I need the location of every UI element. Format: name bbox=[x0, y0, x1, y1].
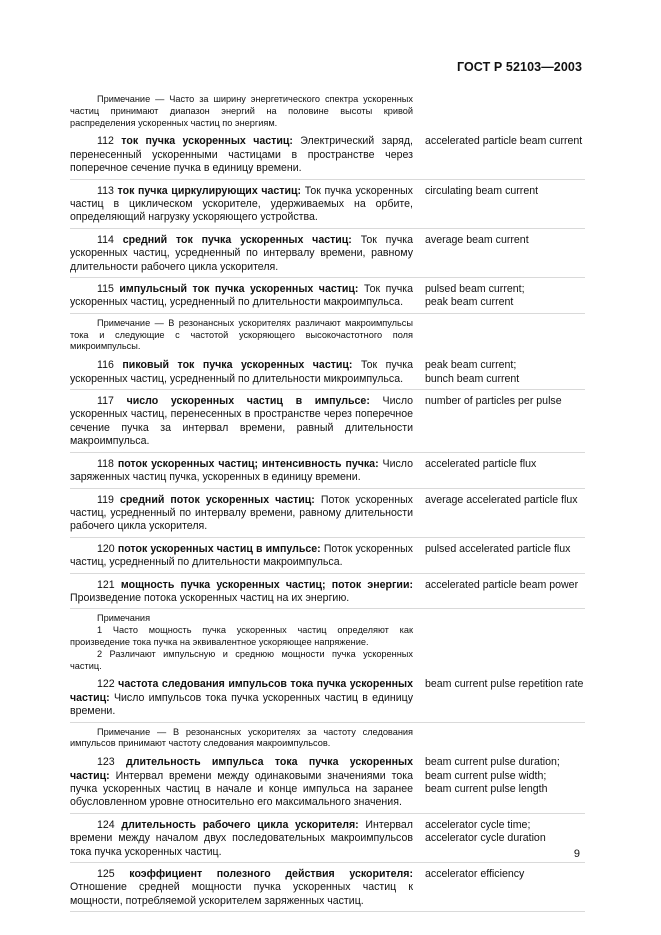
term-number: 117 bbox=[97, 395, 114, 408]
term-english-line: beam current pulse length bbox=[425, 782, 548, 795]
terms-content bbox=[70, 92, 585, 916]
term-english bbox=[425, 756, 585, 796]
term-english bbox=[425, 359, 585, 386]
term-definition: Ток пучка ускоренных частиц, усредненный по длительности микроимпульса. bbox=[70, 359, 413, 385]
terms-group-d bbox=[70, 755, 585, 912]
term-english bbox=[425, 135, 585, 148]
term-english-line: peak beam current; bbox=[425, 359, 517, 372]
terms-group-a bbox=[70, 134, 585, 313]
terms-group-b bbox=[70, 358, 585, 609]
note-text: Часто за ширину энергетического спектра ускоренных частиц принимают диапазон энергий на половине высоты кривой распределения ускоренных частиц по энергиям. bbox=[70, 94, 414, 128]
term-english-line: pulsed accelerated particle flux bbox=[425, 542, 571, 555]
term-title: поток ускоренных частиц; интенсивность пучка: bbox=[117, 457, 379, 470]
term-russian bbox=[70, 678, 413, 718]
term-russian bbox=[70, 458, 413, 485]
term-title: коэффициент полезного действия ускорителя: bbox=[129, 867, 413, 880]
term-english bbox=[425, 185, 585, 198]
term-title: средний ток пучка ускоренных частиц: bbox=[122, 233, 352, 246]
term-russian bbox=[70, 185, 413, 225]
term-definition: Поток ускоренных частиц, усредненный по длительности макроимпульса. bbox=[70, 542, 413, 569]
term-number: 112 bbox=[97, 135, 114, 148]
term-number: 125 bbox=[97, 867, 115, 880]
terms-group-c bbox=[70, 677, 585, 722]
term-title: число ускоренных частиц в импульсе: bbox=[126, 395, 370, 408]
term-russian bbox=[70, 395, 413, 449]
term-title: импульсный ток пучка ускоренных частиц: bbox=[119, 283, 359, 296]
term-russian bbox=[70, 819, 413, 859]
term-number: 118 bbox=[97, 457, 114, 470]
term-english bbox=[425, 678, 585, 691]
term-number: 120 bbox=[97, 542, 115, 555]
term-title: средний поток ускоренных частиц: bbox=[119, 493, 315, 506]
note-label: Примечание bbox=[97, 317, 151, 328]
term-english-line: pulsed beam current; bbox=[425, 283, 525, 296]
page-number: 9 bbox=[573, 848, 580, 860]
term-english-line: bunch beam current bbox=[425, 372, 520, 385]
notes-label: Примечания bbox=[97, 613, 151, 624]
term-entry bbox=[70, 677, 585, 722]
term-definition: Произведение потока ускоренных частиц на их энергию. bbox=[70, 591, 350, 604]
term-number: 119 bbox=[97, 493, 114, 506]
term-entry bbox=[70, 184, 585, 229]
term-definition: Ток пучка ускоренных частиц, усредненный по интервалу времени, равному длительности рабочего цикла ускорителя. bbox=[70, 233, 413, 273]
term-definition: Интервал времени между одинаковыми значениями тока пучка ускоренных частиц в начале и конце импульса на заранее обусловленном уровне относительно его максимального значения. bbox=[70, 769, 413, 809]
term-title: длительность импульса тока пучка ускоренных частиц: bbox=[70, 756, 413, 782]
term-entry bbox=[70, 818, 585, 863]
term-definition: Число импульсов тока пучка ускоренных частиц в единицу времени. bbox=[70, 691, 413, 718]
term-russian bbox=[70, 359, 413, 386]
term-english bbox=[425, 543, 585, 556]
term-number: 114 bbox=[97, 233, 114, 246]
term-english-line: accelerated particle flux bbox=[425, 457, 537, 470]
standard-header: ГОСТ Р 52103—2003 bbox=[456, 60, 582, 74]
term-number: 121 bbox=[97, 578, 115, 591]
term-entry bbox=[70, 134, 585, 179]
note-122: Примечание — В резонансных ускорителях за частоту следования импульсов принимают частоту следования макроимпульсов. bbox=[70, 726, 413, 749]
term-number: 116 bbox=[97, 359, 114, 372]
term-title: ток пучка ускоренных частиц: bbox=[121, 135, 293, 148]
term-russian bbox=[70, 579, 413, 606]
term-english bbox=[425, 494, 585, 507]
term-english bbox=[425, 283, 585, 310]
term-title: поток ускоренных частиц в импульсе: bbox=[117, 542, 321, 555]
term-english-line: accelerator cycle time; bbox=[425, 818, 531, 831]
term-definition: Отношение средней мощности пучка ускоренных частиц к мощности, потребляемой ускорителем заряженных частиц. bbox=[70, 881, 413, 907]
term-entry bbox=[70, 493, 585, 538]
term-title: ток пучка циркулирующих частиц: bbox=[117, 184, 302, 197]
term-definition: Число ускоренных частиц, перенесенных в пространстве через поперечное сечение пучка за интервал времени, равный длительности макроимпульса. bbox=[70, 395, 414, 448]
term-english bbox=[425, 458, 585, 471]
term-number: 113 bbox=[97, 184, 114, 197]
term-english-line: beam current pulse duration; bbox=[425, 756, 560, 769]
note-text: В резонансных ускорителях различают макроимпульсы тока и следующие с частотой ускоряющего высокочастотного поля микроимпульсы. bbox=[70, 317, 414, 352]
note-label: Примечание bbox=[97, 94, 151, 104]
term-entry bbox=[70, 457, 585, 489]
term-russian bbox=[70, 135, 413, 175]
term-russian bbox=[70, 756, 413, 810]
term-entry bbox=[70, 578, 585, 610]
term-definition: Число заряженных частиц пучка, ускоренных в единицу времени. bbox=[70, 457, 413, 484]
term-number: 123 bbox=[97, 756, 115, 769]
term-entry bbox=[70, 755, 585, 814]
term-english-line: beam current pulse width; bbox=[425, 769, 547, 782]
term-english-line: peak beam current bbox=[425, 296, 514, 309]
term-english bbox=[425, 395, 585, 408]
term-title: пиковый ток пучка ускоренных частиц: bbox=[122, 359, 353, 372]
note-label: Примечание bbox=[97, 726, 151, 737]
term-english bbox=[425, 579, 585, 592]
term-english bbox=[425, 234, 585, 247]
term-english bbox=[425, 819, 585, 846]
term-english-line: average beam current bbox=[425, 233, 529, 246]
term-definition: Ток пучка ускоренных частиц в циклическом ускорителе, удерживаемых на орбите, определяющий нагрузку ускоряющего устройства. bbox=[70, 184, 413, 224]
note-115: Примечание — В резонансных ускорителях различают макроимпульсы тока и следующие с частотой ускоряющего высокочастотного поля микроимпульсы. bbox=[70, 317, 414, 352]
term-russian bbox=[70, 283, 413, 310]
term-entry bbox=[70, 233, 585, 278]
term-definition: Ток пучка ускоренных частиц, усредненный по длительности макроимпульса. bbox=[70, 283, 413, 309]
term-definition: Электрический заряд, перенесенный ускоренными частицами в пространстве через поперечное сечение пучка в единицу времени. bbox=[70, 135, 413, 175]
term-entry bbox=[70, 358, 585, 390]
term-english-line: number of particles per pulse bbox=[425, 395, 562, 408]
note-item-1: 1 Часто мощность пучка ускоренных частиц определяют как произведение тока пучка на эквивалентное ускоряющее напряжение. bbox=[70, 625, 413, 647]
term-english bbox=[425, 868, 585, 881]
note-item-2: 2 Различают импульсную и среднюю мощности пучка ускоренных частиц. bbox=[70, 648, 413, 671]
term-title: длительность рабочего цикла ускорителя: bbox=[121, 818, 359, 831]
term-english-line: average accelerated particle flux bbox=[425, 493, 578, 506]
term-title: частота следования импульсов тока пучка ускоренных частиц: bbox=[70, 678, 413, 704]
term-number: 124 bbox=[97, 818, 115, 831]
term-number: 122 bbox=[97, 678, 115, 691]
term-russian bbox=[70, 868, 413, 908]
term-english-line: beam current pulse repetition rate bbox=[425, 678, 584, 691]
term-entry bbox=[70, 542, 585, 574]
term-entry bbox=[70, 282, 585, 314]
term-english-line: accelerated particle beam current bbox=[425, 135, 583, 148]
notes-121 bbox=[70, 613, 413, 672]
term-english-line: accelerator cycle duration bbox=[425, 832, 546, 845]
term-english-line: accelerator efficiency bbox=[425, 867, 525, 880]
term-russian bbox=[70, 494, 413, 534]
term-russian bbox=[70, 234, 413, 274]
term-english-line: circulating beam current bbox=[425, 184, 539, 197]
term-russian bbox=[70, 543, 413, 570]
term-number: 115 bbox=[97, 283, 114, 296]
term-definition: Поток ускоренных частиц, усредненный по интервалу времени, равному длительности рабочего цикла ускорителя. bbox=[70, 493, 413, 533]
term-title: мощность пучка ускоренных частиц; поток энергии: bbox=[120, 578, 413, 591]
note-text: В резонансных ускорителях за частоту следования импульсов принимают частоту следования макроимпульсов. bbox=[70, 726, 413, 749]
term-definition: Интервал времени между началом двух последовательных макроимпульсов тока пучка ускоренных частиц. bbox=[70, 818, 413, 858]
term-entry bbox=[70, 394, 585, 453]
note-intro: Примечание — Часто за ширину энергетического спектра ускоренных частиц принимают диапазон энергий на половине высоты кривой распределения ускоренных частиц по энергиям. bbox=[70, 94, 414, 128]
term-english-line: accelerated particle beam power bbox=[425, 578, 579, 591]
term-entry bbox=[70, 867, 585, 912]
